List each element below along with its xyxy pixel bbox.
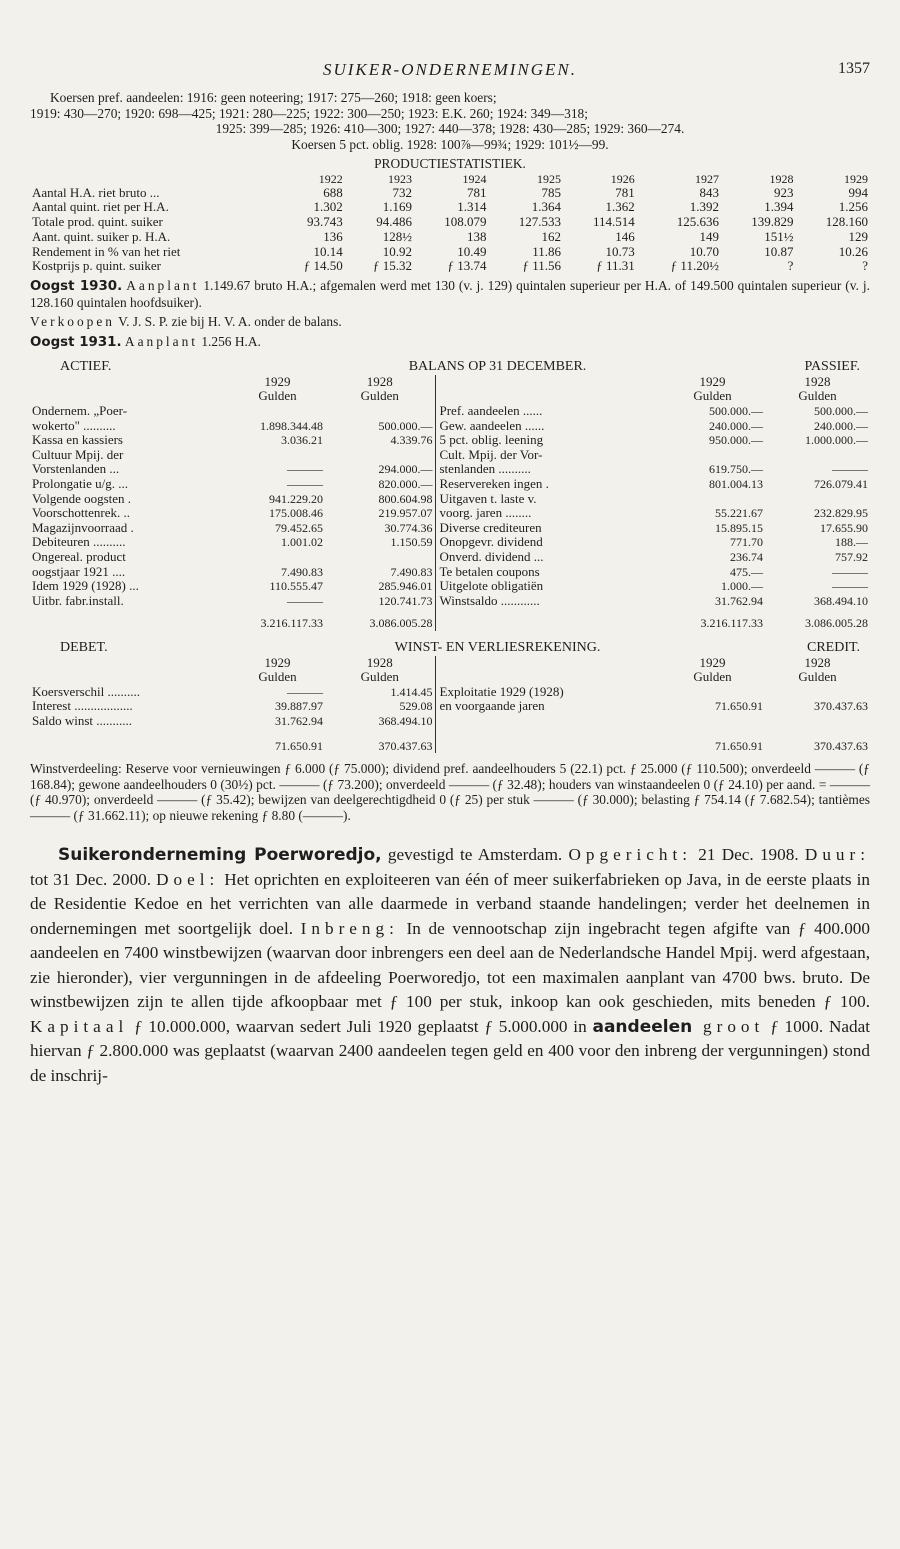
balance-units [30, 389, 870, 404]
company-gevestigd: gevestigd te Amsterdam. [381, 845, 563, 865]
balance-cell-r: 5 pct. oblig. leening [435, 433, 660, 448]
balance-cell-b: 294.000.— [378, 462, 433, 477]
balance-cell-a [230, 448, 325, 463]
balance-cell-d: 757.92 [835, 550, 868, 564]
balance-cell-b: 1.150.59 [390, 535, 433, 550]
debet-heading: DEBET. [60, 639, 108, 655]
production-cell: 781 [466, 184, 487, 200]
winst-total-a: 71.650.91 [275, 738, 323, 753]
balance-cell-b: 500.000.— [378, 418, 433, 433]
production-row-label: Rendement in % van het riet [32, 243, 181, 259]
oogst-1931-label: Oogst 1931. [30, 334, 122, 350]
production-year: 1929 [844, 171, 868, 186]
duur-text: tot 31 Dec. 2000. [30, 869, 152, 889]
running-head-title: SUIKER-ONDERNEMINGEN. [322, 60, 577, 79]
balance-cell-r: Winstsaldo ............ [435, 594, 660, 609]
balance-row [30, 448, 870, 463]
production-cell: 10.87 [764, 243, 794, 259]
production-cell: 138 [466, 228, 487, 244]
winst-cell-c: 71.650.91 [715, 699, 763, 714]
production-cell: ƒ 14.50 [303, 258, 343, 274]
balance-cell-a: 941.229.20 [269, 491, 323, 506]
winst-year-a: 1929 [264, 654, 291, 670]
balance-cell-c: 801.004.13 [709, 477, 763, 492]
groot-spaced: groot [692, 1016, 765, 1036]
balance-row [30, 550, 870, 565]
winst-year-d: 1928 [804, 654, 831, 670]
balance-cell-r: Uitgaven t. laste v. [435, 492, 660, 507]
production-cell: 149 [699, 228, 719, 244]
production-year: 1923 [387, 171, 412, 186]
balance-cell-l: Uitbr. fabr.install. [32, 592, 124, 608]
production-year: 1928 [769, 171, 794, 186]
production-cell: 139.829 [751, 214, 794, 230]
balance-cell-a: 3.036.21 [281, 433, 323, 448]
balance-row [30, 433, 870, 448]
production-row [30, 230, 870, 245]
balance-cell-c: 950.000.— [709, 433, 763, 448]
koersen-obligaties: Koersen 5 pct. oblig. 1928: 100⅞—99¾; 1929: 101½—99. [291, 136, 609, 152]
winst-header [30, 641, 870, 656]
production-years-row [30, 172, 870, 186]
balance-cell-a: 79.452.65 [275, 520, 323, 535]
winst-title: WINST- EN VERLIESREKENING. [394, 639, 601, 655]
production-row-label: Kostprijs p. quint. suiker [32, 258, 161, 274]
balance-cell-r: Diverse crediteuren [435, 521, 660, 536]
production-cell: 136 [323, 228, 343, 244]
balance-year-d: 1928 [804, 373, 831, 389]
winst-totals [30, 729, 870, 754]
oogst-1930-label: Oogst 1930. [30, 279, 123, 295]
balance-cell-b: 120.741.73 [378, 593, 433, 608]
passief-heading: PASSIEF. [804, 359, 860, 375]
production-row-label: Totale prod. quint. suiker [32, 214, 163, 230]
winst-cell-a: 39.887.97 [275, 699, 323, 714]
balance-cell-a: 1.001.02 [281, 535, 323, 550]
balance-cell-r: Onverd. dividend ... [435, 550, 660, 565]
balance-cell-r: Te betalen coupons [435, 565, 660, 580]
aanplant-1931-label: Aanplant [124, 333, 199, 349]
credit-heading: CREDIT. [806, 639, 860, 655]
production-cell: ? [787, 258, 794, 274]
inbreng-label: Inbreng: [300, 918, 399, 938]
balance-cell-c: 619.750.— [709, 462, 763, 477]
balance-cell-a: ——— [287, 462, 323, 477]
kapitaal-label: Kapitaal [30, 1016, 129, 1036]
balance-cell-r: voorg. jaren ........ [435, 506, 660, 521]
winst-years [30, 656, 870, 671]
production-cell: 781 [615, 184, 635, 200]
balance-cell-a: ——— [287, 477, 323, 492]
winst-row [30, 714, 870, 729]
balance-cell-b: 219.957.07 [378, 506, 433, 521]
balance-cell-l: Ongereal. product [32, 549, 126, 564]
balance-cell-c: 55.221.67 [715, 506, 763, 521]
balance-row [30, 521, 870, 536]
balance-cell-d: 726.079.41 [814, 477, 868, 492]
oogst-1930-text: 1.149.67 bruto H.A.; afgemalen werd met 130 (v. j. 129) quintalen superieur per H.A. of 149.500 quintalen superieur (v. j. 128.160 quintalen hoofdsuiker). [30, 278, 871, 310]
balance-cell-d: 17.655.90 [820, 520, 868, 535]
document-page [30, 60, 870, 1088]
profit-loss-account [30, 641, 870, 753]
production-cell: 1.364 [531, 199, 561, 215]
winst-year-b: 1928 [366, 654, 393, 670]
production-row [30, 259, 870, 274]
winst-cell-l: Koersverschil .......... [32, 683, 140, 699]
balance-cell-l: Cultuur Mpij. der [32, 446, 124, 462]
inbreng-text: In de vennootschap zijn ingebracht tegen afgifte van ƒ 400.000 aandeelen en 7400 winstbewijzen (waarvan door inbrengers een deel aan de Nederlandsche Handel Mpij. werd afgestaan, zie hieronder), vier vergunningen in de afdeeling Poerworedjo, tot een maximalen aanplant van 4700 bws. bruto. De winstbewijzen zijn te allen tijde afkoopbaar met ƒ 100 per stuk, inkoop kan ook geschieden, mits beneden ƒ 100. [30, 918, 870, 1012]
production-cell: 162 [541, 228, 561, 244]
balance-cell-c [660, 492, 765, 507]
production-cell: ƒ 11.31 [596, 258, 635, 274]
balance-cell-d: 188.— [835, 535, 868, 550]
balance-row [30, 404, 870, 419]
production-cell: ƒ 11.20½ [670, 258, 719, 274]
winst-total-b: 370.437.63 [378, 738, 433, 753]
winst-cell-b: 368.494.10 [378, 713, 433, 728]
balance-cell-b [325, 448, 435, 463]
production-cell: 1.169 [382, 199, 412, 215]
balance-total-b: 3.086.005.28 [369, 616, 433, 631]
balance-cell-l: Prolongatie u/g. ... [32, 476, 129, 492]
winst-row [30, 685, 870, 700]
winst-cell-r [435, 714, 660, 729]
balance-row [30, 535, 870, 550]
production-year: 1927 [694, 171, 719, 186]
kapitaal-text-2: ƒ 1000. Nadat hiervan ƒ 2.800.000 was geplaatst (waarvan 2400 aandeelen tegen geld en 400 voor den inbreng der vergunningen) stond de inschrij- [30, 1016, 870, 1085]
production-row [30, 215, 870, 230]
production-cell: 114.514 [592, 214, 635, 230]
production-cell: 128.160 [825, 214, 868, 230]
oogst-1931-text: 1.256 H.A. [198, 333, 261, 349]
production-cell: 1.394 [764, 199, 794, 215]
winst-row [30, 699, 870, 714]
balance-row [30, 462, 870, 477]
production-cell: 93.743 [306, 214, 343, 230]
balance-cell-c: 31.762.94 [715, 593, 763, 608]
balance-cell-d [765, 492, 870, 507]
balance-cell-b [325, 404, 435, 419]
balance-cell-a: 7.490.83 [281, 564, 323, 579]
production-row-label: Aant. quint. suiker p. H.A. [32, 228, 171, 244]
duur-label: Duur: [804, 845, 871, 865]
balance-header [30, 360, 870, 375]
company-name: Suikeronderneming Poerworedjo, [58, 845, 382, 866]
balance-cell-r: Cult. Mpij. der Vor- [435, 448, 660, 463]
balance-cell-a: 110.555.47 [269, 579, 323, 594]
balance-title: BALANS OP 31 DECEMBER. [408, 359, 587, 375]
balance-cell-r: Uitgelote obligatiën [435, 579, 660, 594]
balance-row [30, 492, 870, 507]
balance-cell-c: 475.— [730, 564, 763, 579]
balance-cell-l: wokerto" .......... [32, 417, 116, 433]
balance-cell-r: Gew. aandeelen ...... [435, 419, 660, 434]
balance-cell-l: Vorstenlanden ... [32, 461, 120, 477]
page-number: 1357 [838, 60, 870, 77]
balance-cell-d [765, 448, 870, 463]
production-cell: ƒ 11.56 [522, 258, 561, 274]
balance-cell-d: ——— [832, 564, 868, 579]
winst-total-d: 370.437.63 [814, 738, 868, 753]
winst-cell-c [660, 685, 765, 700]
production-cell: 125.636 [676, 214, 719, 230]
balance-cell-l: Debiteuren .......... [32, 534, 126, 550]
production-cell: ƒ 13.74 [447, 258, 487, 274]
winst-cell-a: ——— [287, 684, 323, 699]
production-cell: 128½ [382, 228, 412, 244]
winst-cell-d: 370.437.63 [814, 699, 868, 714]
balance-cell-a: ——— [287, 593, 323, 608]
production-cell: 129 [848, 228, 868, 244]
verkoopen-label: Verkoopen [30, 314, 116, 330]
balance-cell-c: 500.000.— [709, 404, 763, 419]
winst-total-c: 71.650.91 [715, 738, 763, 753]
balance-row [30, 419, 870, 434]
production-cell: 1.362 [605, 199, 635, 215]
balance-row [30, 506, 870, 521]
winst-cell-d [765, 714, 870, 729]
balance-cell-b: 7.490.83 [390, 564, 433, 579]
production-row-label: Aantal quint. riet per H.A. [32, 199, 169, 215]
winst-cell-d [765, 685, 870, 700]
opgericht-text: 21 Dec. 1908. [692, 845, 799, 865]
kapitaal-text-1: ƒ 10.000.000, waarvan sedert Juli 1920 geplaatst ƒ 5.000.000 in [128, 1016, 593, 1036]
production-cell: 11.86 [532, 243, 561, 259]
balance-cell-d: 1.000.000.— [805, 433, 868, 448]
production-cell: 688 [323, 184, 343, 200]
production-cell: 923 [773, 184, 794, 200]
balance-cell-c: 771.70 [730, 535, 763, 550]
balance-cell-l: Volgende oogsten . [32, 490, 132, 506]
balance-years [30, 375, 870, 390]
koersen-line-3: 1925: 399—285; 1926: 410—300; 1927: 440—378; 1928: 430—285; 1929: 360—274. [215, 121, 685, 136]
production-year: 1925 [536, 171, 561, 186]
production-cell: 10.70 [689, 243, 719, 259]
balance-cell-b: 285.946.01 [378, 579, 433, 594]
winst-unit-c: Gulden [693, 669, 732, 685]
balance-cell-l: Kassa en kassiers [32, 432, 123, 448]
balance-cell-c: 236.74 [730, 550, 763, 564]
production-row [30, 245, 870, 260]
running-head [30, 60, 870, 90]
production-cell: 108.079 [444, 214, 487, 230]
winst-units [30, 670, 870, 685]
production-row [30, 186, 870, 201]
verkoopen-text: V. J. S. P. zie bij H. V. A. onder de balans. [115, 314, 342, 330]
winst-cell-r: Exploitatie 1929 (1928) [435, 685, 660, 700]
balance-totals [30, 608, 870, 631]
koersen-line-1: Koersen pref. aandeelen: 1916: geen noteering; 1917: 275—260; 1918: geen koers; [50, 90, 497, 105]
winst-year-c: 1929 [699, 654, 726, 670]
production-cell: 10.49 [457, 243, 487, 259]
production-cell: ? [862, 258, 868, 274]
winst-cell-l: Saldo winst ........... [32, 712, 133, 728]
balance-cell-l: Ondernem. „Poer- [32, 403, 128, 419]
production-cell: ƒ 15.32 [372, 258, 412, 274]
winst-cell-b: 1.414.45 [390, 684, 433, 699]
balance-row [30, 594, 870, 609]
production-cell: 843 [699, 184, 719, 200]
balance-cell-d: 500.000.— [814, 404, 868, 419]
balance-cell-b: 30.774.36 [384, 520, 433, 535]
balance-row [30, 565, 870, 580]
winst-cell-r: en voorgaande jaren [435, 699, 660, 714]
balance-cell-b: 4.339.76 [390, 433, 433, 448]
balance-cell-a: 1.898.344.48 [260, 418, 323, 433]
production-cell: 10.26 [838, 243, 868, 259]
verkoopen [30, 314, 870, 330]
winst-cell-c [660, 714, 765, 729]
balance-cell-b [325, 550, 435, 565]
winst-unit-d: Gulden [798, 669, 837, 685]
production-title: PRODUCTIESTATISTIEK. [374, 156, 526, 171]
production-cell: 146 [615, 228, 635, 244]
balance-cell-a [230, 550, 325, 565]
production-table [30, 172, 870, 275]
balance-year-c: 1929 [699, 373, 726, 389]
opgericht-label: Opgericht: [568, 845, 693, 865]
balance-cell-c: 240.000.— [709, 418, 763, 433]
winstverdeeling: Winstverdeeling: Reserve voor vernieuwingen ƒ 6.000 (ƒ 75.000); dividend pref. aandeelhouders 5 (22.1) pct. ƒ 25.000 (ƒ 110.500); onverdeeld ——— (ƒ 168.84); gewone aandeelhouders 0 (30½) pct. ——— (ƒ 73.200); onverdeeld ——— (ƒ 32.48); houders van winstaandeelen 0 (ƒ 24.10) per aand. = ——— (ƒ 40.970); onverdeeld ——— (ƒ 35.42); bewijzen van deelgerechtigdheid 0 (ƒ 25) per stuk ——— (ƒ 30.000); belasting ƒ 754.14 (ƒ 7.682.54); tantièmes ——— (ƒ 31.662.11); op nieuwe rekening ƒ 8.80 (———). [30, 761, 870, 823]
balance-cell-b: 800.604.98 [378, 491, 433, 506]
company-entry [30, 843, 870, 1088]
oogst-1931 [30, 334, 870, 351]
balance-cell-l: Voorschottenrek. .. [32, 505, 130, 521]
balance-year-b: 1928 [366, 373, 393, 389]
winst-unit-a: Gulden [258, 669, 297, 685]
balance-cell-r: Onopgevr. dividend [435, 535, 660, 550]
balance-unit-c: Gulden [693, 388, 732, 404]
production-cell: 1.314 [457, 199, 487, 215]
production-row [30, 200, 870, 215]
balance-cell-r: stenlanden .......... [435, 462, 660, 477]
balance-total-c: 3.216.117.33 [700, 616, 763, 631]
balance-row [30, 477, 870, 492]
doel-text: Het oprichten en exploiteeren van één of meer suikerfabrieken op Java, in de eerste plaats in de Residentie Kedoe en het verrichten van alle daarmede in verband staande handelingen; verder het deelnemen in ondernemingen met soortgelijk doel. [30, 869, 870, 938]
balance-cell-l: Idem 1929 (1928) ... [32, 578, 139, 594]
production-cell: 10.92 [382, 243, 412, 259]
balance-cell-a [230, 404, 325, 419]
winst-cell-a: 31.762.94 [275, 713, 323, 728]
winst-cell-b: 529.08 [399, 699, 433, 714]
oogst-1930 [30, 278, 870, 310]
production-cell: 10.14 [313, 243, 343, 259]
balance-cell-d: 232.829.95 [814, 506, 868, 521]
balance-cell-c: 15.895.15 [715, 520, 763, 535]
aandeelen-bold: aandeelen [592, 1016, 693, 1037]
balance-cell-d: 240.000.— [814, 418, 868, 433]
balance-cell-r: Pref. aandeelen ...... [435, 404, 660, 419]
production-cell: 994 [848, 184, 868, 200]
winst-unit-b: Gulden [360, 669, 399, 685]
production-cell: 1.392 [689, 199, 719, 215]
winst-cell-l: Interest .................. [32, 698, 133, 714]
balance-cell-c: 1.000.— [721, 579, 763, 594]
balance-sheet [30, 360, 870, 631]
balance-total-d: 3.086.005.28 [805, 616, 868, 631]
balance-cell-d: 368.494.10 [814, 593, 868, 608]
production-year: 1924 [462, 171, 487, 186]
balance-cell-a: 175.008.46 [269, 506, 323, 521]
balance-cell-d: ——— [832, 579, 868, 594]
production-cell: 732 [392, 184, 412, 200]
koersen-line-2: 1919: 430—270; 1920: 698—425; 1921: 280—225; 1922: 300—250; 1923: E.K. 260; 1924: 349—318; [30, 105, 588, 121]
doel-label: Doel: [156, 869, 220, 889]
production-cell: 94.486 [376, 214, 412, 230]
balance-year-a: 1929 [264, 373, 291, 389]
production-cell: 127.533 [518, 214, 561, 230]
balance-total-a: 3.216.117.33 [260, 616, 323, 631]
balance-cell-d: ——— [832, 462, 868, 477]
production-cell: 10.73 [605, 243, 635, 259]
balance-cell-l: Magazijnvoorraad . [32, 519, 134, 535]
production-cell: 785 [541, 184, 561, 200]
balance-cell-l: oogstjaar 1921 .... [32, 563, 126, 579]
balance-cell-c [660, 448, 765, 463]
production-cell: 1.302 [313, 199, 343, 215]
balance-unit-d: Gulden [798, 388, 837, 404]
production-cell: 151½ [764, 228, 794, 244]
production-row-label: Aantal H.A. riet bruto ... [32, 184, 160, 200]
balance-cell-r: Reservereken ingen . [435, 477, 660, 492]
balance-unit-b: Gulden [360, 388, 399, 404]
aanplant-label: Aanplant [126, 278, 200, 294]
balance-row [30, 579, 870, 594]
balance-cell-b: 820.000.— [378, 477, 433, 492]
production-year: 1926 [610, 171, 635, 186]
production-cell: 1.256 [838, 199, 868, 215]
balance-unit-a: Gulden [258, 388, 297, 404]
actief-heading: ACTIEF. [60, 359, 112, 375]
production-year: 1922 [318, 171, 343, 186]
